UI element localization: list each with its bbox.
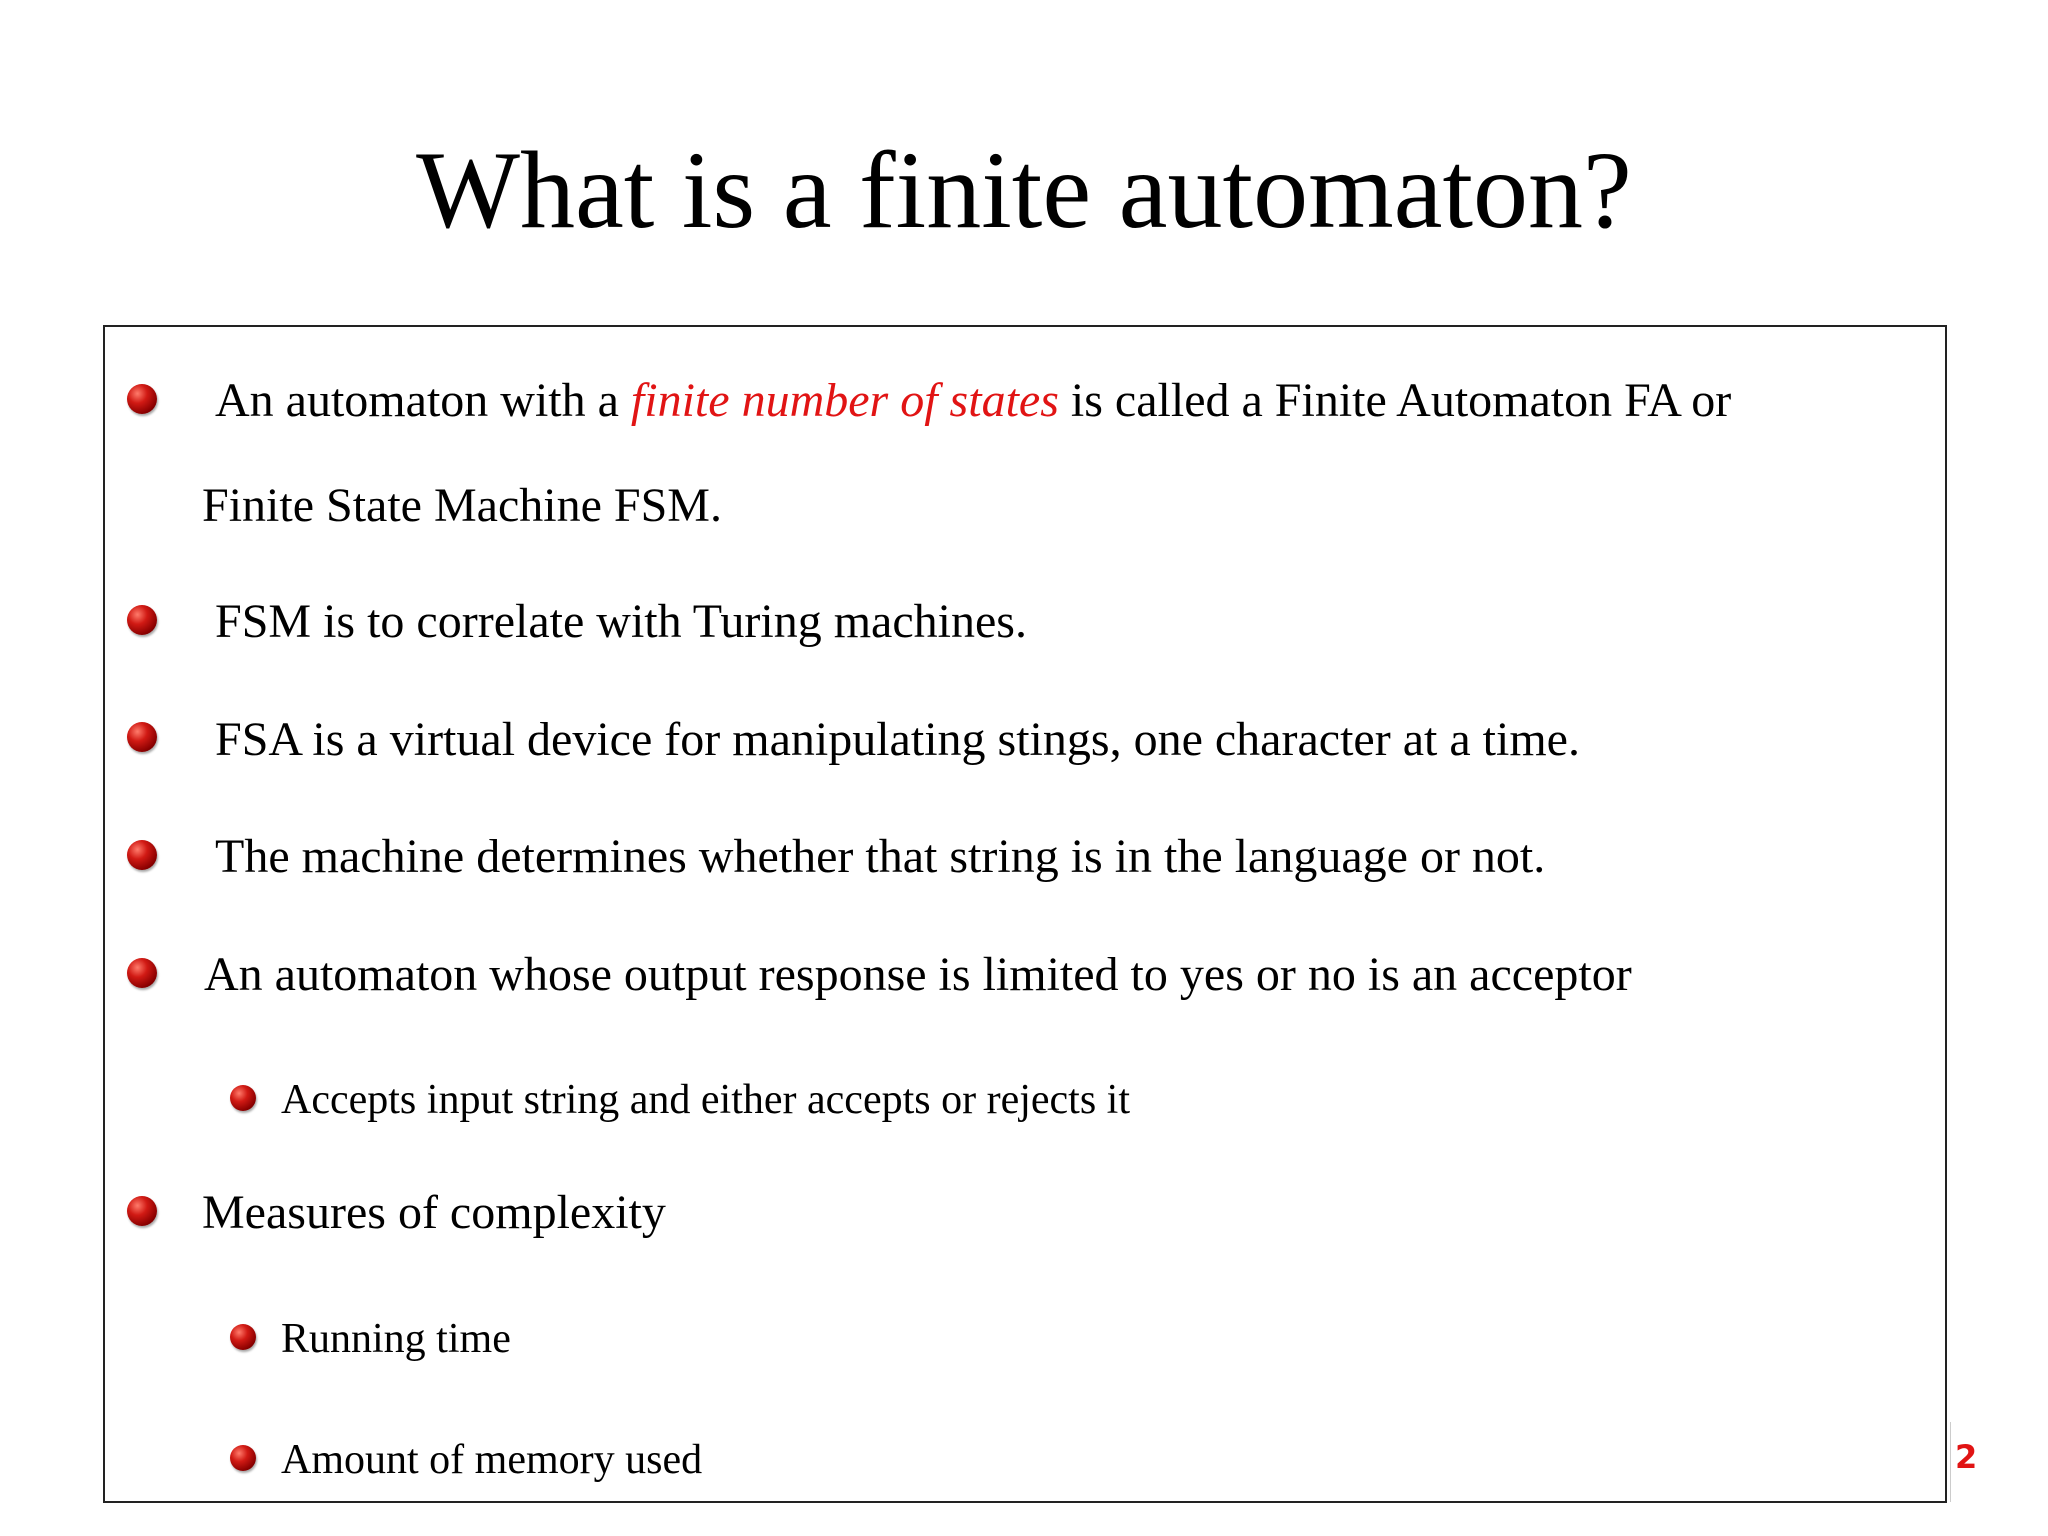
slide-title: What is a finite automaton? xyxy=(416,129,1632,251)
bullet-text-part: An automaton with a xyxy=(215,374,631,427)
bullet-text xyxy=(215,374,1732,427)
sub-bullet-icon xyxy=(230,1324,256,1350)
content-box xyxy=(103,325,1947,1503)
sub-bullet-icon xyxy=(230,1085,256,1111)
bullet-text: FSM is to correlate with Turing machines. xyxy=(215,595,1027,648)
page-number: 2 xyxy=(1955,1438,1978,1476)
bullet-text: Measures of complexity xyxy=(202,1186,666,1239)
bullet-text-part: is called a Finite Automaton FA or xyxy=(1058,374,1732,427)
bullet-text: FSA is a virtual device for manipulating stings, one character at a time. xyxy=(215,713,1580,766)
bullet-icon xyxy=(127,1196,157,1226)
bullet-continuation: Finite State Machine FSM. xyxy=(202,479,722,532)
sub-bullet-text: Running time xyxy=(281,1316,511,1362)
bullet-icon xyxy=(127,384,157,414)
bullet-emphasis: finite number of states xyxy=(630,374,1059,427)
sub-bullet-text: Accepts input string and either accepts or rejects it xyxy=(281,1077,1131,1123)
bullet-text: The machine determines whether that string is in the language or not. xyxy=(215,830,1546,883)
bullet-icon xyxy=(127,722,157,752)
sub-bullet-icon xyxy=(230,1445,256,1471)
bullet-text: An automaton whose output response is limited to yes or no is an acceptor xyxy=(204,948,1632,1001)
bullet-icon xyxy=(127,605,157,635)
bullet-icon xyxy=(127,840,157,870)
page-number-divider xyxy=(1950,1422,1951,1502)
bullet-icon xyxy=(127,958,157,988)
sub-bullet-text: Amount of memory used xyxy=(281,1437,703,1483)
